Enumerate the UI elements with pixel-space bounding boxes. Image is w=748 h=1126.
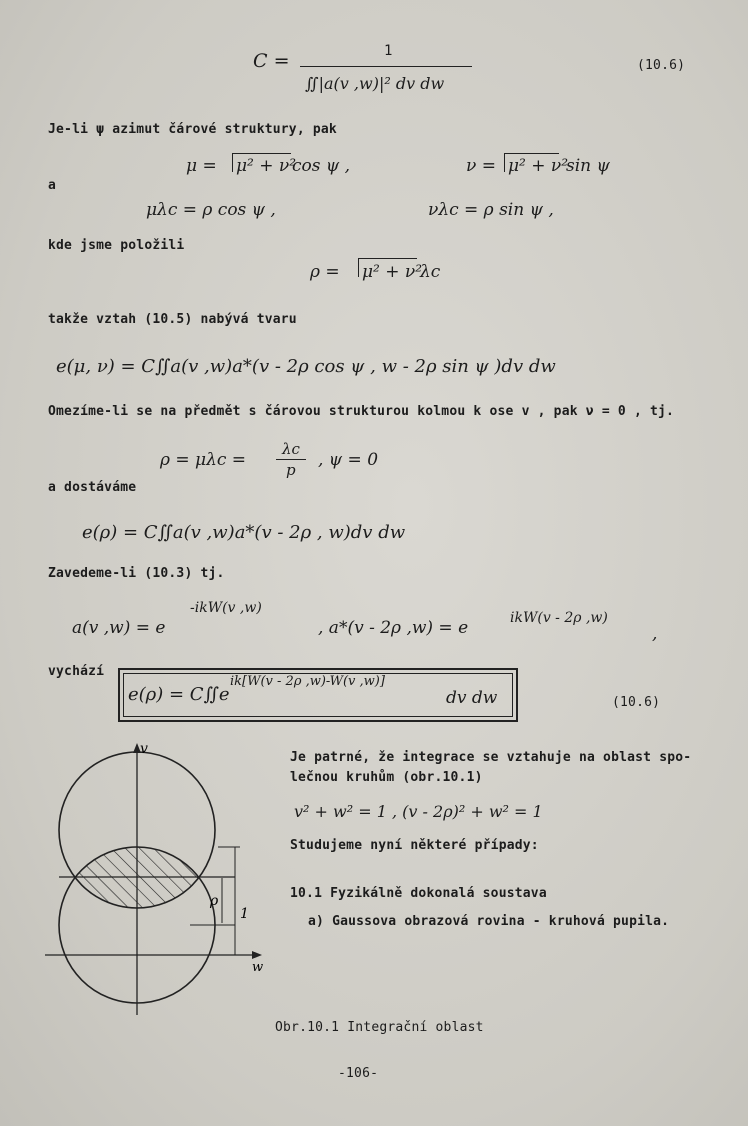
text-vychazi: vychází [48,664,105,679]
eq-rho-tail: λc [420,262,441,282]
eq-a-left-sup: -ikW(v ,w) [190,600,262,616]
text-je-patrne: Je patrné, že integrace se vztahuje na oblast spo- [290,750,692,765]
integration-region-figure [40,735,280,1025]
eq-c-num: 1 [384,43,393,59]
eq-nu-tail: sin ψ [566,156,610,176]
eq-number-1: (10.6) [637,58,686,73]
eq-a-right-sup: ikW(v - 2ρ ,w) [510,610,608,626]
text-omezime: Omezíme-li se na předmět s čárovou strukturou kolmou k ose v , pak ν = 0 , tj. [48,404,675,419]
eq-rho-lhs: ρ = [310,262,340,282]
eq-rho-root: μ² + ν² [362,262,423,282]
text-a: a [48,178,57,193]
eq-e1: e(μ, ν) = C∬a(v ,w)a*(v - 2ρ cos ψ , w - 2ρ sin ψ )dv dw [56,356,556,377]
eq-circles: v² + w² = 1 , (v - 2ρ)² + w² = 1 [294,802,543,821]
axis-arrow-right-icon [252,951,262,959]
eq-rho2-tail: , ψ = 0 [318,450,379,470]
text-azimut: Je-li ψ azimut čárové struktury, pak [48,122,337,137]
eq-a-right: , a*(v - 2ρ ,w) = e [318,618,469,638]
eq-number-2: (10.6) [612,695,661,710]
eq-c-lhs: C = [253,50,290,72]
eq-lambda-right: νλc = ρ sin ψ , [428,200,554,220]
text-studujeme: Studujeme nyní některé případy: [290,838,539,853]
eq-rho2-lhs: ρ = μλc = [160,450,247,470]
text-takze: takže vztah (10.5) nabývá tvaru [48,312,297,327]
eq-lambda-left: μλc = ρ cos ψ , [146,200,276,220]
eq-c-fraction-bar [300,66,472,67]
text-zavedeme: Zavedeme-li (10.3) tj. [48,566,225,581]
eq-box-tail: dv dw [446,688,498,708]
text-kruhum: lečnou kruhům (obr.10.1) [290,770,483,785]
eq-rho2-den: p [286,461,296,479]
axis-label-v: v [140,741,148,757]
eq-e2: e(ρ) = C∬a(v ,w)a*(v - 2ρ , w)dv dw [82,522,406,543]
eq-nu-root: μ² + ν² [508,156,569,176]
eq-rho2-num: λc [282,440,300,458]
label-one: 1 [240,906,249,922]
figure-caption: Obr.10.1 Integrační oblast [275,1020,484,1035]
eq-c-den: ∬|a(v ,w)|² dv dw [305,74,445,93]
eq-box-lhs: e(ρ) = C∬e [128,684,230,705]
eq-rho2-fraction-bar [276,459,306,460]
label-rho: ρ [210,893,219,909]
eq-nu-lhs: ν = [466,156,496,176]
eq-a-comma: , [652,624,658,644]
eq-a-left: a(v ,w) = e [72,618,166,638]
section-heading: 10.1 Fyzikálně dokonalá soustava [290,886,547,901]
list-item-a: a) Gaussova obrazová rovina - kruhová pupila. [308,914,670,929]
eq-mu-lhs: μ = [186,156,217,176]
eq-mu-root: μ² + ν² [236,156,297,176]
text-dostavame: a dostáváme [48,480,137,495]
axis-label-w: w [252,960,264,975]
page-number: -106- [338,1066,379,1081]
eq-box-sup: ik[W(v - 2ρ ,w)-W(v ,w)] [230,674,385,689]
eq-mu-tail: cos ψ , [292,156,351,176]
text-kde: kde jsme položili [48,238,185,253]
